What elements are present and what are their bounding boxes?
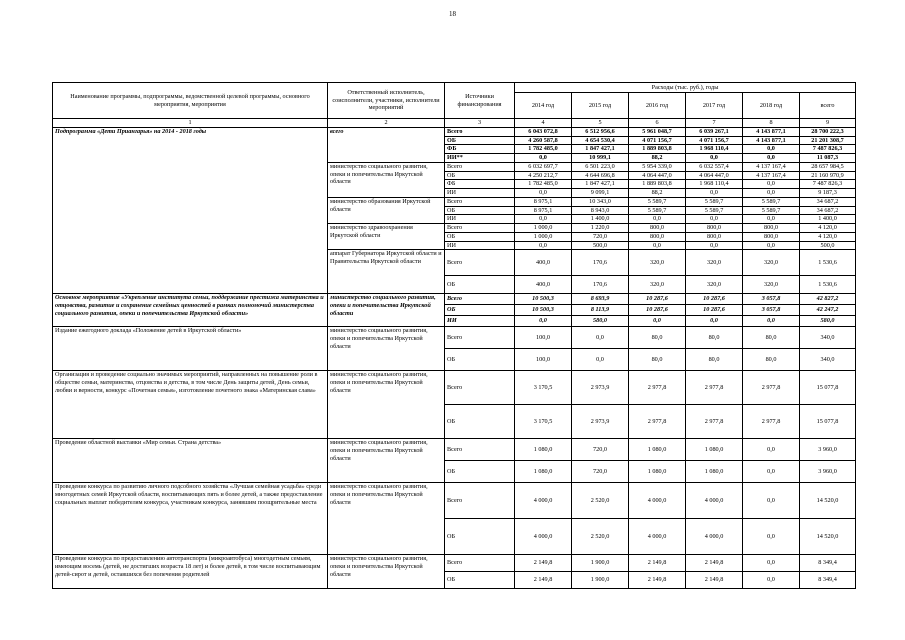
header-source-cell: Источники финансирования [445,83,515,119]
value-cell: 6 501 223,0 [572,162,629,171]
source-cell: ОБ [445,461,515,483]
table-row [53,294,856,305]
value-cell: 8 113,9 [572,305,629,316]
header-year-cell: 2016 год [629,93,686,119]
header-name-cell: Наименование программы, подпрограммы, ведомственной целевой программы, основного мероприятия, мероприятия [53,83,328,119]
value-cell: 5 589,7 [743,206,800,215]
value-cell: 4 143 877,1 [743,136,800,145]
source-cell: ОБ [445,572,515,589]
value-cell: 720,0 [572,461,629,483]
value-cell: 400,0 [515,276,572,294]
value-cell: 4 120,0 [800,224,856,233]
value-cell: 5 589,7 [629,197,686,206]
value-cell: 10 343,0 [572,197,629,206]
value-cell: 8 349,4 [800,572,856,589]
value-cell: 4 000,0 [686,519,743,555]
executor-cell: министерство образования Иркутской области [328,197,445,223]
value-cell: 320,0 [686,276,743,294]
value-cell: 1 000,0 [515,224,572,233]
value-cell: 8 975,1 [515,197,572,206]
value-cell: 0,0 [686,154,743,163]
value-cell: 88,2 [629,189,686,198]
source-cell: Всего [445,327,515,349]
value-cell: 4 071 156,7 [686,136,743,145]
budget-table [52,82,856,589]
value-cell: 1 000,0 [515,232,572,241]
value-cell: 2 520,0 [572,483,629,519]
main-activity-exec: министерство социального развития, опеки и попечительства Иркутской области [328,294,445,327]
header-year-cell: 2017 год [686,93,743,119]
source-cell: ОБ [445,305,515,316]
value-cell: 11 087,3 [800,154,856,163]
value-cell: 5 589,7 [743,197,800,206]
value-cell: 8 975,1 [515,206,572,215]
value-cell: 1 889 803,8 [629,145,686,154]
value-cell: 5 589,7 [686,197,743,206]
value-cell: 100,0 [515,349,572,371]
value-cell: 0,0 [515,241,572,250]
value-cell: 10 500,3 [515,305,572,316]
value-cell: 2 977,8 [686,405,743,439]
value-cell: 6 043 072,8 [515,127,572,136]
value-cell: 1 080,0 [629,461,686,483]
value-cell: 8 693,9 [572,294,629,305]
value-cell: 42 827,2 [800,294,856,305]
source-cell: ИИ [445,189,515,198]
value-cell: 2 977,8 [743,405,800,439]
subprogram-exec: всего [328,127,445,162]
value-cell: 800,0 [686,224,743,233]
value-cell: 2 149,8 [515,572,572,589]
value-cell: 1 968 110,4 [686,180,743,189]
value-cell: 0,0 [515,189,572,198]
value-cell: 500,0 [572,241,629,250]
value-cell: 4 000,0 [629,519,686,555]
activity-name: Проведение конкурса по предоставлению автотранспорта (микроавтобуса) многодетным семьям, имеющим восемь (детей, не достигших возраста 18 лет) и более детей, в том числе воспитывающим детей-сирот и детей, оставшихся без попечения родителей [53,555,328,589]
value-cell: 0,0 [743,154,800,163]
source-cell: ИИ** [445,154,515,163]
value-cell: 6 512 956,6 [572,127,629,136]
value-cell: 0,0 [629,215,686,224]
value-cell: 0,0 [686,316,743,327]
value-cell: 10 287,6 [686,305,743,316]
source-cell: Всего [445,555,515,572]
value-cell: 4 143 877,1 [743,127,800,136]
value-cell: 170,6 [572,250,629,276]
activity-exec: министерство социального развития, опеки и попечительства Иркутской области [328,327,445,371]
value-cell: 3 170,5 [515,371,572,405]
value-cell: 21 160 970,9 [800,171,856,180]
header-expenses-cell: Расходы (тыс. руб.), годы [515,83,856,93]
source-cell: ОБ [445,232,515,241]
value-cell: 0,0 [743,215,800,224]
value-cell: 0,0 [743,555,800,572]
value-cell: 2 149,8 [686,555,743,572]
source-cell: ОБ [445,405,515,439]
value-cell: 100,0 [515,327,572,349]
value-cell: 4 137 167,4 [743,171,800,180]
value-cell: 8 349,4 [800,555,856,572]
value-cell: 320,0 [743,276,800,294]
value-cell: 88,2 [629,154,686,163]
value-cell: 4 000,0 [515,519,572,555]
value-cell: 1 080,0 [686,461,743,483]
table-row [53,439,856,461]
activity-exec: министерство социального развития, опеки и попечительства Иркутской области [328,483,445,555]
value-cell: 7 487 826,3 [800,145,856,154]
value-cell: 0,0 [515,154,572,163]
source-cell: ОБ [445,276,515,294]
value-cell: 0,0 [743,572,800,589]
value-cell: 1 080,0 [686,439,743,461]
value-cell: 720,0 [572,232,629,241]
header-col-number: 7 [686,119,743,128]
value-cell: 2 977,8 [743,371,800,405]
executor-cell: аппарат Губернатора Иркутской области и Правительства Иркутской области [328,250,445,294]
value-cell: 15 077,8 [800,371,856,405]
value-cell: 1 080,0 [629,439,686,461]
value-cell: 170,6 [572,276,629,294]
source-cell: ОБ [445,349,515,371]
value-cell: 4 000,0 [515,483,572,519]
table-row [53,371,856,405]
value-cell: 340,0 [800,349,856,371]
value-cell: 0,0 [743,519,800,555]
header-col-number: 5 [572,119,629,128]
value-cell: 4 000,0 [686,483,743,519]
value-cell: 320,0 [743,250,800,276]
value-cell: 6 039 267,1 [686,127,743,136]
value-cell: 80,0 [743,327,800,349]
value-cell: 320,0 [686,250,743,276]
value-cell: 21 201 308,7 [800,136,856,145]
value-cell: 0,0 [743,241,800,250]
value-cell: 1 900,0 [572,572,629,589]
source-cell: Всего [445,371,515,405]
value-cell: 4 644 696,8 [572,171,629,180]
value-cell: 800,0 [743,224,800,233]
table-row [53,483,856,519]
source-cell: ОБ [445,206,515,215]
source-cell: Всего [445,294,515,305]
value-cell: 10 287,6 [686,294,743,305]
value-cell: 580,0 [572,316,629,327]
header-col-number: 2 [328,119,445,128]
value-cell: 1 968 110,4 [686,145,743,154]
activity-name: Проведение конкурса по развитию личного подсобного хозяйства «Лучшая семейная усадьба» среди многодетных семей Иркутской области, воспитывающих пять и более детей, а также предоставление социальных выплат победителям конкурса, участникам конкурса, занявшим поощрительные места [53,483,328,555]
activity-exec: министерство социального развития, опеки и попечительства Иркутской области [328,439,445,483]
value-cell: 4 120,0 [800,232,856,241]
table-row [53,327,856,349]
source-cell: Всего [445,162,515,171]
value-cell: 10 999,1 [572,154,629,163]
header-col-number: 6 [629,119,686,128]
value-cell: 80,0 [629,327,686,349]
source-cell: ОБ [445,136,515,145]
value-cell: 2 977,8 [629,405,686,439]
value-cell: 9 187,3 [800,189,856,198]
main-activity-name: Основное мероприятие «Укрепление института семьи, поддержание престижа материнства и отцовства, развитие и сохранение семейных ценностей в рамках полномочий министерства социального развития, опеки и попечительства Иркутской области» [53,294,328,327]
value-cell: 800,0 [743,232,800,241]
value-cell: 10 287,6 [629,294,686,305]
value-cell: 800,0 [629,232,686,241]
value-cell: 0,0 [743,189,800,198]
value-cell: 2 149,8 [629,555,686,572]
value-cell: 2 973,9 [572,371,629,405]
value-cell: 7 487 826,3 [800,180,856,189]
value-cell: 1 400,0 [572,215,629,224]
value-cell: 0,0 [743,461,800,483]
header-year-cell: 2014 год [515,93,572,119]
value-cell: 80,0 [686,349,743,371]
page-number: 18 [449,10,456,18]
value-cell: 5 961 048,7 [629,127,686,136]
value-cell: 0,0 [572,327,629,349]
value-cell: 0,0 [686,189,743,198]
value-cell: 2 977,8 [686,371,743,405]
value-cell: 5 589,7 [686,206,743,215]
value-cell: 0,0 [572,349,629,371]
source-cell: ОБ [445,171,515,180]
value-cell: 80,0 [743,349,800,371]
executor-cell: министерство здравоохранения Иркутской области [328,224,445,250]
value-cell: 2 149,8 [515,555,572,572]
activity-name: Проведение областной выставки «Мир семьи. Страна детства» [53,439,328,483]
value-cell: 0,0 [743,180,800,189]
value-cell: 0,0 [629,316,686,327]
value-cell: 80,0 [629,349,686,371]
activity-exec: министерство социального развития, опеки и попечительства Иркутской области [328,555,445,589]
value-cell: 3 170,5 [515,405,572,439]
value-cell: 1 782 485,0 [515,145,572,154]
value-cell: 4 071 156,7 [629,136,686,145]
header-year-cell: 2018 год [743,93,800,119]
value-cell: 1 889 803,8 [629,180,686,189]
source-cell: Всего [445,197,515,206]
source-cell: Всего [445,483,515,519]
source-cell: ИИ [445,215,515,224]
header-col-number: 3 [445,119,515,128]
value-cell: 10 287,6 [629,305,686,316]
source-cell: ФБ [445,145,515,154]
value-cell: 1 530,6 [800,250,856,276]
value-cell: 15 077,8 [800,405,856,439]
value-cell: 0,0 [515,215,572,224]
value-cell: 0,0 [686,215,743,224]
value-cell: 0,0 [629,241,686,250]
table-row [53,119,856,128]
value-cell: 2 977,8 [629,371,686,405]
value-cell: 800,0 [686,232,743,241]
header-col-number: 9 [800,119,856,128]
executor-cell: министерство социального развития, опеки и попечительства Иркутской области [328,162,445,197]
source-cell: ОБ [445,519,515,555]
value-cell: 0,0 [743,316,800,327]
header-col-number: 4 [515,119,572,128]
value-cell: 1 080,0 [515,461,572,483]
table-row [53,127,856,136]
value-cell: 1 530,6 [800,276,856,294]
value-cell: 5 589,7 [629,206,686,215]
value-cell: 340,0 [800,327,856,349]
value-cell: 2 973,9 [572,405,629,439]
value-cell: 0,0 [686,241,743,250]
source-cell: Всего [445,250,515,276]
value-cell: 2 149,8 [629,572,686,589]
value-cell: 3 057,8 [743,305,800,316]
header-year-cell: 2015 год [572,93,629,119]
value-cell: 14 520,0 [800,483,856,519]
activity-name: Издание ежегодного доклада «Положение детей в Иркутской области» [53,327,328,371]
value-cell: 720,0 [572,439,629,461]
header-year-cell: всего [800,93,856,119]
value-cell: 3 057,8 [743,294,800,305]
value-cell: 1 900,0 [572,555,629,572]
source-cell: Всего [445,224,515,233]
value-cell: 800,0 [629,224,686,233]
value-cell: 4 250 212,7 [515,171,572,180]
value-cell: 4 260 587,8 [515,136,572,145]
header-exec-cell: Ответственный исполнитель, соисполнители, участники, исполнители мероприятий [328,83,445,119]
value-cell: 9 099,1 [572,189,629,198]
value-cell: 1 400,0 [800,215,856,224]
value-cell: 1 782 485,0 [515,180,572,189]
activity-name: Организация и проведение социально значимых мероприятий, направленных на повышение роли в обществе семьи, материнства, отцовства и детства, в том числе День защиты детей, День семьи, любви и верности, конкурс «Почетная семья», изготовление почетного знака «Материнская слава» [53,371,328,439]
value-cell: 320,0 [629,276,686,294]
value-cell: 580,0 [800,316,856,327]
value-cell: 34 687,2 [800,197,856,206]
table-row [53,83,856,93]
value-cell: 6 032 557,4 [686,162,743,171]
value-cell: 500,0 [800,241,856,250]
value-cell: 1 847 427,1 [572,145,629,154]
value-cell: 4 654 530,4 [572,136,629,145]
value-cell: 0,0 [515,316,572,327]
value-cell: 0,0 [743,145,800,154]
value-cell: 3 960,0 [800,439,856,461]
source-cell: ФБ [445,180,515,189]
value-cell: 2 520,0 [572,519,629,555]
value-cell: 4 137 167,4 [743,162,800,171]
value-cell: 4 064 447,0 [629,171,686,180]
value-cell: 8 943,0 [572,206,629,215]
value-cell: 34 687,2 [800,206,856,215]
value-cell: 1 847 427,1 [572,180,629,189]
activity-exec: министерство социального развития, опеки и попечительства Иркутской области [328,371,445,439]
source-cell: ИИ [445,241,515,250]
value-cell: 10 500,3 [515,294,572,305]
value-cell: 0,0 [743,483,800,519]
value-cell: 320,0 [629,250,686,276]
value-cell: 400,0 [515,250,572,276]
source-cell: Всего [445,439,515,461]
value-cell: 5 954 339,0 [629,162,686,171]
value-cell: 0,0 [743,439,800,461]
value-cell: 1 080,0 [515,439,572,461]
value-cell: 42 247,2 [800,305,856,316]
source-cell: ИИ [445,316,515,327]
header-col-number: 8 [743,119,800,128]
value-cell: 1 220,0 [572,224,629,233]
value-cell: 2 149,8 [686,572,743,589]
header-col-number: 1 [53,119,328,128]
value-cell: 28 700 222,3 [800,127,856,136]
source-cell: Всего [445,127,515,136]
table-row [53,555,856,572]
value-cell: 28 657 984,5 [800,162,856,171]
value-cell: 6 032 697,7 [515,162,572,171]
value-cell: 3 960,0 [800,461,856,483]
value-cell: 80,0 [686,327,743,349]
value-cell: 4 000,0 [629,483,686,519]
value-cell: 4 064 447,0 [686,171,743,180]
value-cell: 14 520,0 [800,519,856,555]
subprogram-name: Подпрограмма «Дети Приангарья» на 2014 - 2018 годы [53,127,328,294]
